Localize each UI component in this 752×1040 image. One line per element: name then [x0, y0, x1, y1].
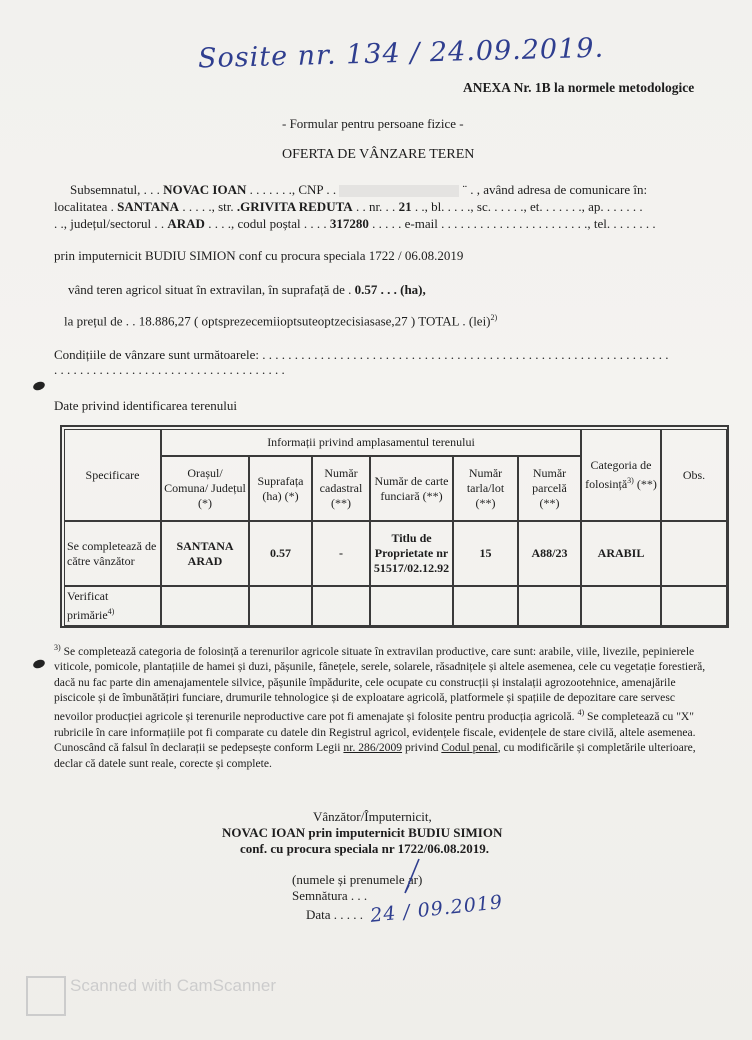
- row-seller-obs: [661, 521, 727, 586]
- footnote-3-text: Se completează categoria de folosință a terenurilor agricole situate în extravilan productive, care sunt: arabile, viile, livezile, pepinierele viticole, pomicole, plantațiile de hamei și duzi, pășunile, fânețele, serele, solarele, răsadnițele și altele asemenea, cele cu vegetație forestieră, dacă nu fac parte din amenajamentele silvice, pășunile împădurite, cele ocupate cu construcții și instalații agrozootehnice, amenajările piscicole și de îmbunătățiri funciare, drumurile tehnologice și de exploatare agricolă, platformele și spațiile de depozitare care servesc nevoilor producției agricole și terenurile neproductive care pot fi amenajate și folosite pentru producția agricolă.: [54, 644, 706, 724]
- text-fragment: . ., bl. . . . ., sc. . . . . ., et. . . . . . ., ap. . . . . . .: [414, 199, 643, 214]
- price-text: la prețul de . . 18.886,27 ( optsprezecemiioptsuteoptzecisiasase,27 ) TOTAL . (lei): [64, 313, 491, 329]
- text-fragment: . . . . . e-mail . . . . . . . . . . . . . . . . . . . . . . ., tel. . . . . . . .: [372, 216, 656, 231]
- header-specificare: Specificare: [64, 429, 161, 521]
- intro-line-3: [54, 216, 656, 232]
- row-seller-parcela: [518, 521, 581, 586]
- footnote-ref: 4): [577, 708, 585, 718]
- row-label-text: Verificat primărie: [67, 589, 109, 622]
- cell-value: -: [339, 546, 343, 560]
- offer-title: OFERTA DE VÂNZARE TEREN: [282, 147, 475, 162]
- conditions-line: Condițiile de vânzare sunt următoarele: . . . . . . . . . . . . . . . . . . . . . . . . . . . . . . . . . . . . . . . . . . . . . . . . . . . . . . . . . . . . . . .: [54, 347, 669, 362]
- row-verified-cell: [312, 586, 370, 626]
- footnotes: [54, 640, 714, 771]
- row-verified-cell: [249, 586, 312, 626]
- punch-hole-mark: [32, 658, 46, 670]
- row-seller-carte: [370, 521, 453, 586]
- locality-value: SANTANA: [117, 199, 180, 214]
- row-seller-categoria: [581, 521, 661, 586]
- cell-value: SANTANA ARAD: [176, 538, 234, 568]
- header-text: Categoria de folosință: [585, 458, 652, 491]
- row-seller-label: Se completează de către vânzător: [64, 521, 161, 586]
- signature-mark: [395, 857, 425, 899]
- text-fragment: . ., județul/sectorul . .: [54, 216, 165, 231]
- row-verified-label: [64, 586, 161, 626]
- conditions-line-2: . . . . . . . . . . . . . . . . . . . . . . . . . . . . . . . . . . . .: [54, 362, 285, 377]
- text-fragment: privind: [402, 741, 442, 755]
- handwritten-date: 24 / 09.2019: [369, 891, 505, 927]
- county-value: ARAD: [167, 216, 205, 231]
- cell-value: Titlu de Proprietate nr 51517/02.12.92: [373, 531, 450, 575]
- footnote-4-text: Se completează cu "X" rubricile în care informațiile pot fi comparate cu datele din Registrul agricol, evidențele fiscale, evidențele de stare civilă, altele asemenea. Cunoscând că falsul în declarații se pedepsește conform Legii: [54, 710, 696, 755]
- cell-value: A88/23: [531, 546, 568, 560]
- row-verified-cell: [453, 586, 518, 626]
- text-fragment: localitatea .: [54, 199, 114, 214]
- text-fragment: . . nr. . .: [355, 199, 396, 214]
- header-obs: Obs.: [661, 429, 727, 521]
- footnote-ref: 3): [627, 476, 634, 485]
- text-fragment: vând teren agricol situat în extravilan, în suprafață de .: [68, 282, 352, 297]
- scanner-watermark: Scanned with CamScanner: [70, 976, 277, 995]
- cell-value: 15: [479, 546, 492, 560]
- postal-code-value: 317280: [329, 216, 369, 231]
- text-fragment: ¨ . , având adresa de comunicare în:: [462, 182, 648, 197]
- representative-line: prin imputernicit BUDIU SIMION conf cu procura speciala 1722 / 06.08.2019: [54, 248, 464, 263]
- street-value: .GRIVITA REDUTA: [236, 199, 353, 214]
- row-seller-tarla: [453, 521, 518, 586]
- text-fragment: , cu modificările și completările ulterioare, declar că datele sunt reale, corecte și complete.: [54, 741, 696, 770]
- row-seller-cadastral: [312, 521, 370, 586]
- intro-line-1: [70, 182, 647, 198]
- annex-title: ANEXA Nr. 1B la normele metodologice: [463, 80, 695, 95]
- law-reference: nr. 286/2009: [343, 741, 403, 755]
- header-categoria: [581, 429, 661, 521]
- row-verified-cell: [661, 586, 727, 626]
- text-fragment: . . . . ., str.: [182, 199, 234, 214]
- name-hint: (numele și prenumele ar): [292, 872, 423, 887]
- row-verified-cell: [370, 586, 453, 626]
- header-carte-funciara: Număr de carte funciară (**): [370, 456, 453, 521]
- text-fragment: . . . . . . ., CNP . .: [249, 182, 337, 197]
- form-subtitle: - Formular pentru persoane fizice -: [282, 116, 464, 131]
- date-label: Data . . . . .: [306, 907, 364, 922]
- penal-code-reference: Codul penal: [441, 741, 498, 755]
- identification-title: Date privind identificarea terenului: [54, 398, 238, 413]
- header-text: (**): [636, 477, 657, 491]
- signature-proxy: conf. cu procura speciala nr 1722/06.08.2019.: [240, 841, 490, 856]
- cell-value: 0.57: [270, 546, 291, 560]
- text-fragment: . . . ., codul poștal . . . .: [208, 216, 327, 231]
- row-verified-cell: [161, 586, 249, 626]
- footnote-ref: 2): [490, 313, 498, 322]
- footnote-ref: 4): [107, 607, 115, 616]
- land-identification-table: [60, 425, 729, 628]
- area-value: 0.57: [354, 282, 378, 297]
- punch-hole-mark: [32, 380, 46, 392]
- redacted-cnp: [339, 185, 459, 197]
- row-verified-cell: [581, 586, 661, 626]
- header-oras: Orașul/ Comuna/ Județul (*): [161, 456, 249, 521]
- signature-role: Vânzător/Împuternicit,: [313, 809, 432, 824]
- text-fragment: Subsemnatul, . . .: [70, 182, 160, 197]
- header-tarla: Număr tarla/lot (**): [453, 456, 518, 521]
- sale-line: [68, 282, 426, 298]
- footnote-ref: 3): [54, 643, 61, 652]
- price-line: [64, 313, 497, 329]
- intro-line-2: [54, 199, 643, 215]
- seller-name: NOVAC IOAN: [163, 182, 247, 197]
- row-verified-cell: [518, 586, 581, 626]
- header-cadastral: Număr cadastral (**): [312, 456, 370, 521]
- signature-name: NOVAC IOAN prin imputernicit BUDIU SIMION: [222, 825, 503, 840]
- row-seller-suprafata: [249, 521, 312, 586]
- handwritten-registration: Sosite nr. 134 / 24.09.2019.: [197, 32, 605, 75]
- header-parcela: Număr parcelă (**): [518, 456, 581, 521]
- street-number-value: 21: [398, 199, 412, 214]
- header-group-location: Informații privind amplasamentul terenului: [161, 429, 581, 456]
- signature-label: Semnătura . . .: [292, 888, 368, 903]
- text-fragment: . . . (ha),: [380, 282, 426, 297]
- camscanner-logo: [26, 976, 66, 1016]
- header-suprafata: Suprafața (ha) (*): [249, 456, 312, 521]
- cell-value: ARABIL: [597, 546, 645, 560]
- row-seller-oras: [161, 521, 249, 586]
